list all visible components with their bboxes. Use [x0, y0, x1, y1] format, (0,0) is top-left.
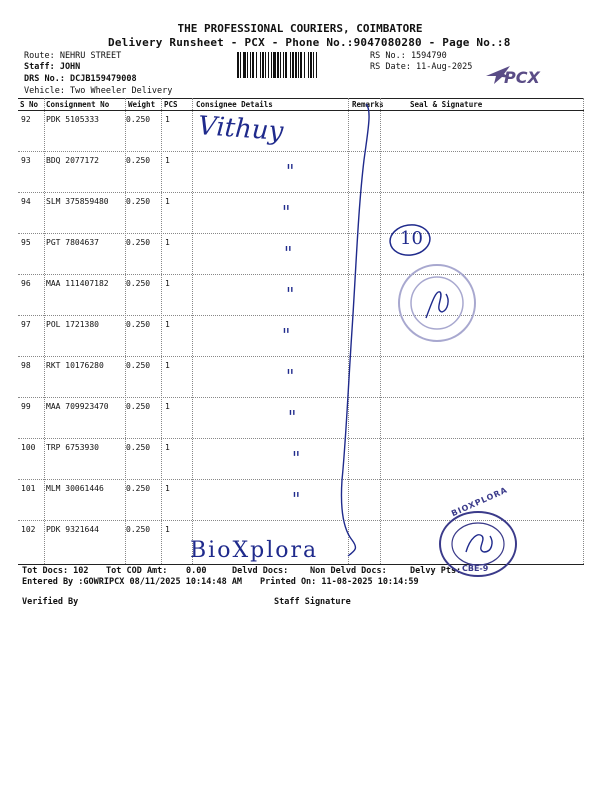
printed-on: Printed On: 11-08-2025 10:14:59	[260, 577, 419, 587]
row-pcs: 1	[165, 156, 170, 165]
col-sno: S No	[20, 100, 39, 109]
barcode-bar	[290, 52, 291, 78]
col-consignment: Consignment No	[46, 100, 110, 109]
pcx-logo	[484, 62, 554, 90]
row-consignment-no: SLM 375859480	[46, 197, 109, 206]
barcode-bar	[295, 52, 297, 78]
verified-by: Verified By	[22, 597, 79, 607]
logo-text: PCX	[504, 68, 540, 87]
route: Route: NEHRU STREET	[24, 51, 122, 61]
row-pcs: 1	[165, 320, 170, 329]
barcode-bar	[268, 52, 269, 78]
row-sno: 93	[21, 156, 31, 165]
barcode	[237, 52, 362, 78]
barcode-bar	[247, 52, 248, 78]
staff-signature: Staff Signature	[274, 597, 351, 607]
barcode-bar	[262, 52, 264, 78]
row-weight: 0.250	[126, 525, 151, 534]
barcode-bar	[285, 52, 287, 78]
col-remarks: Remarks	[352, 100, 384, 109]
row-weight: 0.250	[126, 115, 151, 124]
barcode-bar	[277, 52, 279, 78]
total-cod-label: Tot COD Amt:	[106, 566, 168, 576]
ditto-mark: "	[284, 243, 293, 264]
col-consignee: Consignee Details	[196, 100, 273, 109]
barcode-bar	[237, 52, 239, 78]
row-sno: 100	[21, 443, 36, 452]
row-sno: 96	[21, 279, 31, 288]
row-consignment-no: MLM 30061446	[46, 484, 104, 493]
row-weight: 0.250	[126, 484, 151, 493]
ditto-mark: "	[292, 448, 301, 469]
total-cod-value: 0.00	[186, 566, 207, 576]
row-consignment-no: PDK 9321644	[46, 525, 99, 534]
col-weight: Weight	[128, 100, 156, 109]
barcode-bar	[280, 52, 281, 78]
ditto-mark: "	[288, 407, 297, 428]
row-weight: 0.250	[126, 361, 151, 370]
row-weight: 0.250	[126, 320, 151, 329]
col-seal-signature: Seal & Signature	[410, 100, 483, 109]
row-consignment-no: POL 1721380	[46, 320, 99, 329]
row-pcs: 1	[165, 402, 170, 411]
ditto-mark: "	[282, 202, 291, 223]
row-consignment-no: TRP 6753930	[46, 443, 99, 452]
ditto-mark: "	[292, 489, 301, 510]
row-weight: 0.250	[126, 279, 151, 288]
barcode-bar	[271, 52, 272, 78]
row-consignment-no: MAA 111407182	[46, 279, 109, 288]
row-sno: 102	[21, 525, 36, 534]
row-pcs: 1	[165, 361, 170, 370]
faded-stamp-icon	[396, 262, 478, 344]
non-delivered-docs: Non Delvd Docs:	[310, 566, 387, 576]
rs-date: RS Date: 11-Aug-2025	[370, 62, 473, 72]
barcode-bar	[243, 52, 246, 78]
vehicle: Vehicle: Two Wheeler Delivery	[24, 86, 173, 96]
ditto-mark: "	[282, 325, 291, 346]
company-title: THE PROFESSIONAL COURIERS, COIMBATORE	[177, 22, 423, 35]
delivered-docs: Delvd Docs:	[232, 566, 289, 576]
row-consignment-no: RKT 10176280	[46, 361, 104, 370]
row-weight: 0.250	[126, 238, 151, 247]
row-weight: 0.250	[126, 156, 151, 165]
barcode-bar	[300, 52, 302, 78]
barcode-bar	[313, 52, 314, 78]
col-pcs: PCS	[164, 100, 178, 109]
barcode-bar	[283, 52, 284, 78]
row-consignment-no: PDK 5105333	[46, 115, 99, 124]
pen-stroke	[300, 100, 380, 560]
barcode-bar	[273, 52, 276, 78]
row-weight: 0.250	[126, 197, 151, 206]
row-sno: 92	[21, 115, 31, 124]
row-weight: 0.250	[126, 402, 151, 411]
barcode-bar	[240, 52, 241, 78]
ditto-mark: "	[286, 161, 295, 182]
staff: Staff: JOHN	[24, 62, 81, 72]
handwritten-company-name: BioXplora	[190, 538, 319, 563]
row-pcs: 1	[165, 197, 170, 206]
row-sno: 94	[21, 197, 31, 206]
barcode-bar	[304, 52, 305, 78]
barcode-bar	[308, 52, 309, 78]
row-weight: 0.250	[126, 443, 151, 452]
row-consignment-no: PGT 7804637	[46, 238, 99, 247]
row-pcs: 1	[165, 115, 170, 124]
row-pcs: 1	[165, 279, 170, 288]
row-sno: 99	[21, 402, 31, 411]
barcode-bar	[310, 52, 312, 78]
handwritten-signature: Vithuy	[197, 111, 285, 147]
barcode-bar	[260, 52, 261, 78]
row-pcs: 1	[165, 443, 170, 452]
barcode-bar	[316, 52, 317, 78]
delivery-points: Delvy Pts:	[410, 566, 462, 576]
ditto-mark: "	[286, 284, 295, 305]
row-consignment-no: BDQ 2077172	[46, 156, 99, 165]
entered-by: Entered By :GOWRIPCX 08/11/2025 10:14:48 AM	[22, 577, 243, 587]
drs-number: DRS No.: DCJB159479008	[24, 74, 137, 84]
runsheet-subtitle: Delivery Runsheet - PCX - Phone No.:9047080280 - Page No.:8	[108, 36, 511, 49]
row-pcs: 1	[165, 525, 170, 534]
row-sno: 101	[21, 484, 36, 493]
barcode-bar	[252, 52, 254, 78]
barcode-bar	[256, 52, 257, 78]
barcode-bar	[265, 52, 266, 78]
row-consignment-no: MAA 709923470	[46, 402, 109, 411]
barcode-bar	[250, 52, 251, 78]
total-docs: Tot Docs: 102	[22, 566, 89, 576]
row-sno: 95	[21, 238, 31, 247]
barcode-bar	[292, 52, 294, 78]
row-sno: 97	[21, 320, 31, 329]
row-pcs: 1	[165, 238, 170, 247]
barcode-bar	[298, 52, 299, 78]
row-sno: 98	[21, 361, 31, 370]
stamp-bottom-text: CBE-9	[462, 564, 489, 573]
row-pcs: 1	[165, 484, 170, 493]
stamp-ring-text: BIOXPLORA	[450, 485, 510, 519]
rs-number: RS No.: 1594790	[370, 51, 447, 61]
ditto-mark: "	[286, 366, 295, 387]
circled-count: 10	[400, 228, 423, 249]
